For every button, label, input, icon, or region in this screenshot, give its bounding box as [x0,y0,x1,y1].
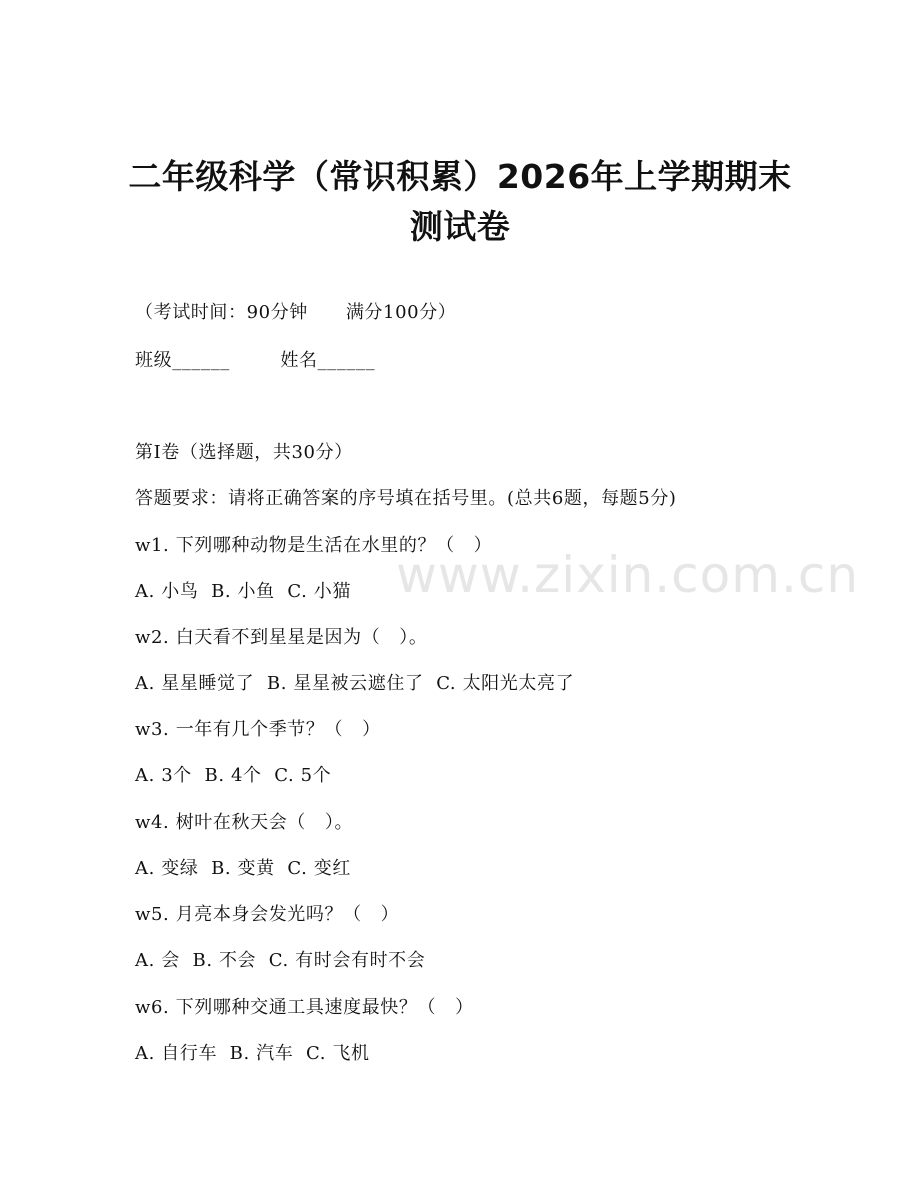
page-title-line-2: 测试卷 [409,207,511,246]
exam-info: （考试时间：90分钟 满分100分） [135,302,457,323]
question-text: w4. 树叶在秋天会（ ）。 [135,812,354,833]
watermark: www.zixin.com.cn [396,546,860,604]
question-options: A. 小鸟 B. 小鱼 C. 小猫 [135,581,351,602]
instructions: 答题要求：请将正确答案的序号填在括号里。(总共6题，每题5分) [135,488,677,509]
student-fields: 班级______ 姓名______ [135,350,376,371]
question-text: w2. 白天看不到星星是因为（ ）。 [135,627,428,648]
question-options: A. 星星睡觉了 B. 星星被云遮住了 C. 太阳光太亮了 [135,673,575,694]
question-text: w6. 下列哪种交通工具速度最快？（ ） [135,997,474,1018]
question-options: A. 会 B. 不会 C. 有时会有时不会 [135,950,426,971]
question-text: w3. 一年有几个季节？（ ） [135,719,381,740]
question-options: A. 3个 B. 4个 C. 5个 [135,765,332,786]
question-text: w5. 月亮本身会发光吗？（ ） [135,904,400,925]
question-options: A. 自行车 B. 汽车 C. 飞机 [135,1043,370,1064]
page-title-line-1: 二年级科学（常识积累）2026年上学期期末 [128,157,792,196]
question-text: w1. 下列哪种动物是生活在水里的？（ ） [135,535,493,556]
question-options: A. 变绿 B. 变黄 C. 变红 [135,858,351,879]
section-heading: 第I卷（选择题，共30分） [135,442,353,463]
